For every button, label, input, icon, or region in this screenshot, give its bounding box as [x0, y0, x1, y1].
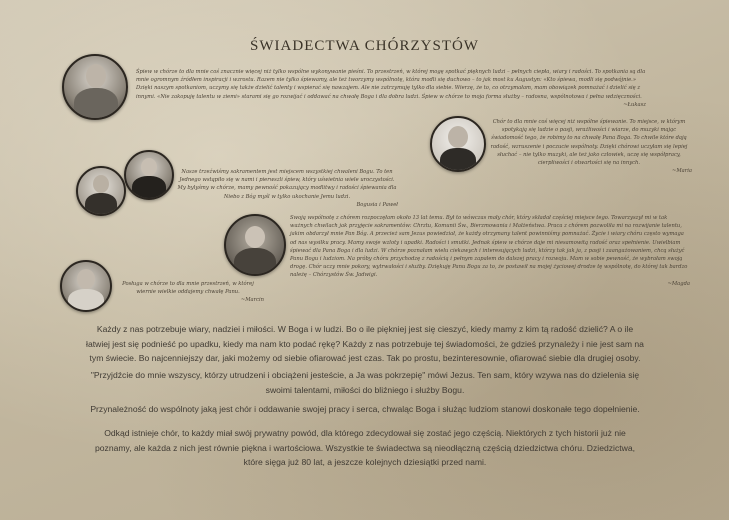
- testimonial-signature: ~Marcin: [240, 297, 264, 304]
- photo-pawel: [124, 150, 174, 200]
- testimonial-bogusia-pawel: [176, 168, 398, 209]
- bible-quote-paragraph: "Przyjdźcie do mnie wszyscy, którzy utrudzeni i obciążeni jesteście, a Ja was pokrzepię" mówi Jezus. Ten sam, który wzywa nas do dzielenia się swoimi talentami, miłości do bliźniego i służby Bogu.: [90, 370, 640, 395]
- testimonial-text: Swoją wspólnotę z chórem rozpoczęłam około 13 lat temu. Był to wówczas mały chór, który składał częściej miejsce tego. Towarzyszył mi w tak ważnych chwilach jak przyjęcie sakramentów: Chrztu, Komunii Św., Bierzmowania i Małżeństwa. Praca z chórem pozwoliła mi na rozwijanie talentu, jakim obdarzył mnie Pan Bóg. A przecież sam Jezus powiedział, że każdy otrzymany talent powinniśmy pomnażać. Życie i wiary chóru często wymaga od nas wysiłku pracy. Mamy swoje wzloty i upadki. Radości i smutki. Jednak śpiew w chórze daje mi niesamowitą radość oraz spełnienie. Uwielbiam śpiewać dla Pana Boga i dla ludzi. W chórze poznałam wielu ciekawych i interesujących ludzi, którzy tak jak ja, z pasji i zaangażowaniem, chcą służyć Panu Bogu i ludziom. Na próby chóru przychodzę z radością i pełnym zapałem do dalszej pracy i rozwoju. Mam w sobie pewność, że wybrałam swoją drogę. Chór uczy mnie pokory, wytrwałości i służby. Dziękuję Panu Bogu za to, że postawił na mojej życiowej drodze tę wspólnotę, do której tak bardzo należę – Chórzystów Św. Jadwigi.: [290, 215, 688, 279]
- testimonial-signature: ~Maria: [672, 168, 692, 175]
- testimonial-lukasz: [136, 68, 646, 109]
- photo-magda: [224, 214, 286, 276]
- community-paragraph: Przynależność do wspólnoty jaką jest chór i oddawanie swojej pracy i serca, chwaląc Boga i służąc ludziom stanowi doskonałe tego dopełnienie.: [90, 404, 640, 414]
- history-paragraph: Odkąd istnieje chór, to każdy miał swój prywatny powód, dla którego zdecydował się zostać jego częścią. Niektórych z tych historii już nie poznamy, ale każda z nich jest równie piękna i wartościowa. Wszystkie te świadectwa są nieodłączną częścią dziedzictwa chóru. Dziedzictwa, które sięga już 80 lat, a jeszcze kolejnych dziesiątki przed nami.: [94, 428, 636, 468]
- photo-maria: [430, 116, 486, 172]
- photo-lukasz: [62, 54, 128, 120]
- testimonial-signature: Bogusia i Paweł: [356, 201, 398, 208]
- testimonial-signature: ~Łukasz: [623, 101, 646, 108]
- intro-paragraph: Każdy z nas potrzebuje wiary, nadziei i miłości. W Boga i w ludzi. Bo o ile piękniej jest się cieszyć, kiedy mamy z kim tą radość dzielić? A o ile łatwiej jest się podnieść po upadku, kiedy ma nam kto podać rękę? Każdy z nas potrzebuje tej świadomości, że gdzieś przynależy i nie jest sam na tym świecie. Bo najcenniejszy dar, jaki możemy od siebie ofiarować jest czas. Tak po prostu, bezinteresownie, ofiarować siebie dla drugiej osoby.: [86, 324, 644, 364]
- photo-marcin: [60, 260, 112, 312]
- testimonial-text: Chór to dla mnie coś więcej niż wspólne śpiewanie. To miejsce, w którym spotykają się ludzie o pasji, wrażliwości i wiarze, do muzyki mając świadomość tego, że robimy to na chwałę Pana Boga. To chwile które dają radość, wzruszenie i poczucie wspólnoty. Dzięki chórowi uczyłam się lepiej słuchać – nie tylko muzyki, ale też jako człowiek, uczę się współpracy, cierpliwości i otwartości się na innych.: [490, 119, 688, 167]
- page-title: ŚWIADECTWA CHÓRZYSTÓW: [250, 38, 479, 54]
- testimonial-text: Śpiew w chórze to dla mnie coś znacznie więcej niż tylko wspólne wykonywanie pieśni. To przestrzeń, w której mogę spotkać pięknych ludzi – pełnych ciepła, wiary i radości. To spotkania są dla mnie ogromnym źródłem inspiracji i wzrostu. Razem nie tylko śpiewamy, ale też tworzymy wspólnotę, która modli się duchowo – to jak most ku Augustyn: «Kto śpiewa, modli się podwójnie.» Dzięki naszym spotkaniom, uczymy się także dzielić talenty i wspierać się nawzajem. Ale nie zatrzymuję tylko dla siebie. Wierzę, że to, co otrzymałam, mam obowiązek pomnażać i dzielić się z innymi. «Nie zakopuję talentu w ziemi» starami się go rozwijać i oddawać na chwałę Boga i dla dobra ludzi. Śpiew w chórze to moja forma służby – radosna, wspólnotowa i pełna wdzięczności.: [136, 69, 646, 100]
- photo-bogusia: [76, 166, 126, 216]
- testimonial-maria: [486, 118, 692, 175]
- testimonial-text: Nasze trzeźwiśmy sakramentem jest miejscem wszystkiej chwaleni Bogu. To ten Jednego wstąpiło się w nami i pierwszli śpiew, który uświetnia wiele uroczystości. My bylyśmy w chórze, mamy pewność pokazujący modlitwy i radości śpiewania dla Niebo z Bóg myśl w tylko ukochanie Jemu ludzi.: [177, 169, 397, 200]
- testimonial-marcin: [112, 280, 264, 305]
- testimonial-magda: [290, 214, 690, 288]
- testimonial-signature: ~Magda: [667, 280, 690, 287]
- testimonial-text: Posługa w chórze to dla mnie przestrzeń, w której wiernie wielkie oddajemy chwałę Panu.: [122, 281, 254, 296]
